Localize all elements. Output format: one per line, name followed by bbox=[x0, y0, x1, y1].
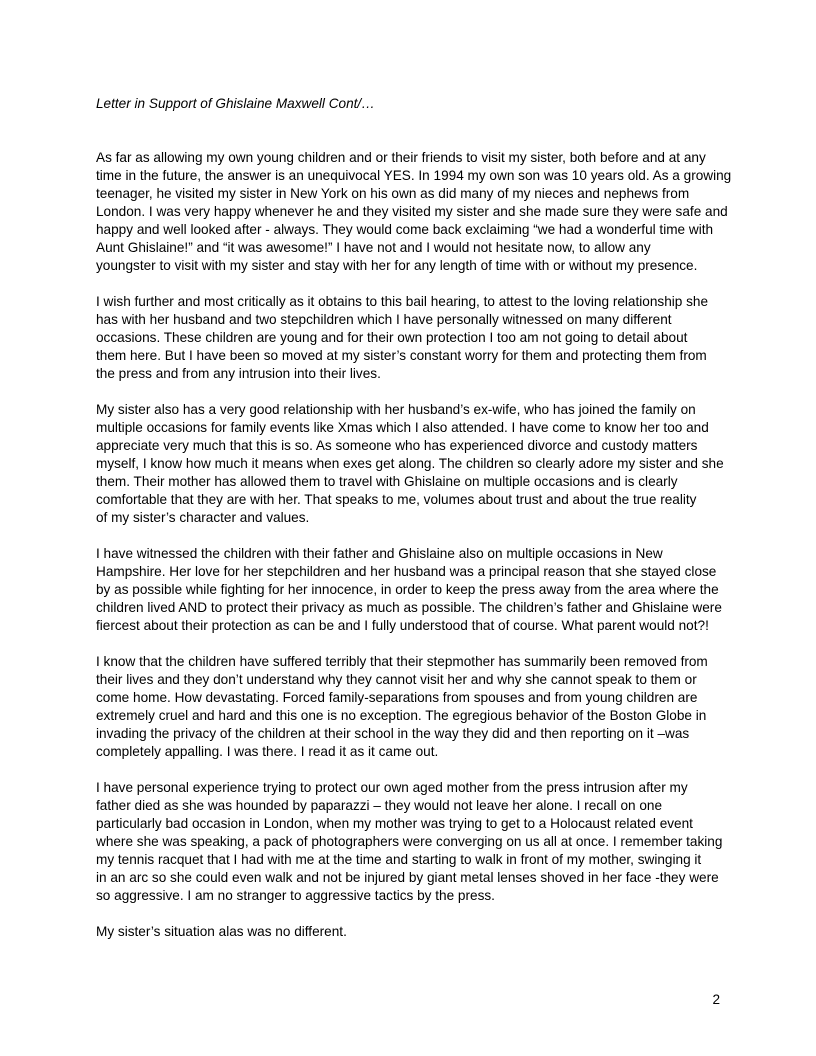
text-line: happy and well looked after - always. They would come back exclaiming “we had a wonderful time with bbox=[96, 222, 714, 237]
paragraph-2 bbox=[96, 293, 736, 383]
text-line: them here. But I have been so moved at my sister’s constant worry for them and protecting them from bbox=[96, 348, 707, 363]
text-line: teenager, he visited my sister in New York on his own as did many of my nieces and nephews from bbox=[96, 186, 690, 201]
paragraph-7 bbox=[96, 923, 736, 941]
text-line: has with her husband and two stepchildren which I have personally witnessed on many different bbox=[96, 312, 672, 327]
text-line: them. Their mother has allowed them to travel with Ghislaine on multiple occasions and is clearly bbox=[96, 474, 678, 489]
text-line: come home. How devastating. Forced family-separations from spouses and from young children are bbox=[96, 690, 698, 705]
text-line: where she was speaking, a pack of photographers were converging on us all at once. I remember taking bbox=[96, 834, 723, 849]
paragraph-6 bbox=[96, 779, 736, 905]
text-line: appreciate very much that this is so. As someone who has experienced divorce and custody matters bbox=[96, 438, 698, 453]
text-line: of my sister’s character and values. bbox=[96, 510, 310, 525]
text-line: youngster to visit with my sister and stay with her for any length of time with or without my presence. bbox=[96, 258, 698, 273]
text-line: comfortable that they are with her. That speaks to me, volumes about trust and about the true reality bbox=[96, 492, 697, 507]
text-line: I wish further and most critically as it obtains to this bail hearing, to attest to the loving relationship she bbox=[96, 294, 709, 309]
text-line: extremely cruel and hard and this one is no exception. The egregious behavior of the Boston Globe in bbox=[96, 708, 707, 723]
text-line: I have personal experience trying to protect our own aged mother from the press intrusion after my bbox=[96, 780, 688, 795]
text-line: by as possible while fighting for her innocence, in order to keep the press away from the area where the bbox=[96, 582, 719, 597]
text-line: My sister’s situation alas was no different. bbox=[96, 924, 347, 939]
text-line: father died as she was hounded by paparazzi – they would not leave her alone. I recall on one bbox=[96, 798, 663, 813]
text-line: I know that the children have suffered terribly that their stepmother has summarily been removed from bbox=[96, 654, 708, 669]
text-line: myself, I know how much it means when exes get along. The children so clearly adore my sister and she bbox=[96, 456, 724, 471]
text-line: Hampshire. Her love for her stepchildren and her husband was a principal reason that she stayed close bbox=[96, 564, 717, 579]
text-line: Aunt Ghislaine!” and “it was awesome!” I have not and I would not hesitate now, to allow any bbox=[96, 240, 651, 255]
paragraph-5 bbox=[96, 653, 736, 761]
text-line: particularly bad occasion in London, when my mother was trying to get to a Holocaust related event bbox=[96, 816, 693, 831]
paragraph-4 bbox=[96, 545, 736, 635]
text-line: the press and from any intrusion into their lives. bbox=[96, 366, 381, 381]
text-line: my tennis racquet that I had with me at the time and starting to walk in front of my mother, swinging it bbox=[96, 852, 702, 867]
paragraph-3 bbox=[96, 401, 736, 527]
text-line: children lived AND to protect their privacy as much as possible. The children’s father and Ghislaine were bbox=[96, 600, 722, 615]
text-line: their lives and they don’t understand why they cannot visit her and why she cannot speak to them or bbox=[96, 672, 697, 687]
letter-body bbox=[96, 149, 736, 959]
text-line: invading the privacy of the children at their school in the way they did and then reporting on it –was bbox=[96, 726, 690, 741]
text-line: I have witnessed the children with their father and Ghislaine also on multiple occasions in New bbox=[96, 546, 663, 561]
text-line: in an arc so she could even walk and not be injured by giant metal lenses shoved in her face -they were bbox=[96, 870, 719, 885]
text-line: London. I was very happy whenever he and they visited my sister and she made sure they were safe and bbox=[96, 204, 728, 219]
text-line: multiple occasions for family events like Xmas which I also attended. I have come to know her too and bbox=[96, 420, 709, 435]
text-line: occasions. These children are young and for their own protection I too am not going to detail about bbox=[96, 330, 688, 345]
text-line: time in the future, the answer is an unequivocal YES. In 1994 my own son was 10 years old. As a growing bbox=[96, 168, 732, 183]
letter-heading: Letter in Support of Ghislaine Maxwell Cont/… bbox=[96, 96, 375, 111]
text-line: As far as allowing my own young children and or their friends to visit my sister, both before and at any bbox=[96, 150, 706, 165]
text-line: fiercest about their protection as can be and I fully understood that of course. What parent would not?! bbox=[96, 618, 709, 633]
text-line: so aggressive. I am no stranger to aggressive tactics by the press. bbox=[96, 888, 495, 903]
text-line: completely appalling. I was there. I read it as it came out. bbox=[96, 744, 439, 759]
page-number: 2 bbox=[712, 992, 720, 1007]
text-line: My sister also has a very good relationship with her husband’s ex-wife, who has joined the family on bbox=[96, 402, 696, 417]
paragraph-1 bbox=[96, 149, 736, 275]
